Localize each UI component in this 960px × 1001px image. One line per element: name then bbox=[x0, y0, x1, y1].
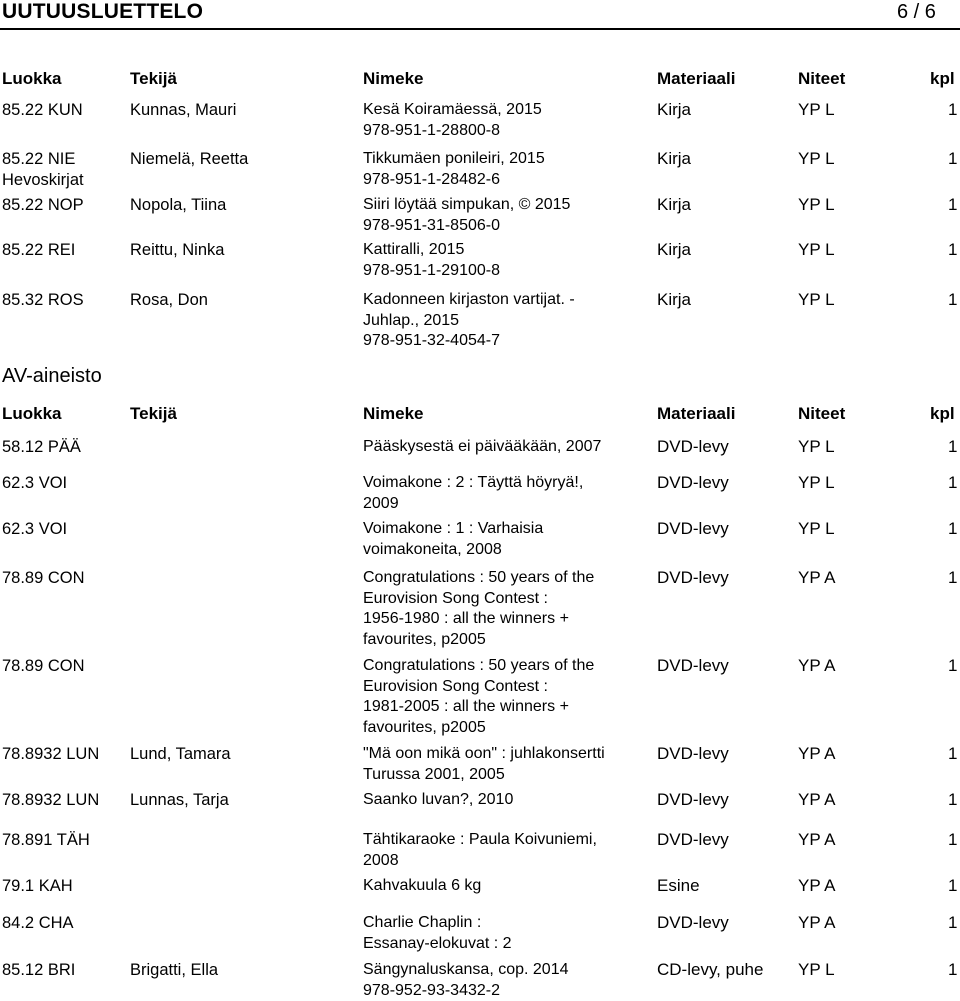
tekija-cell: Brigatti, Ella bbox=[130, 960, 218, 981]
nimeke-line: 2009 bbox=[363, 494, 399, 515]
niteet-cell: YP L bbox=[798, 290, 835, 311]
col-nimeke-header: Nimeke bbox=[363, 404, 423, 424]
nimeke-line: Juhlap., 2015 bbox=[363, 311, 459, 332]
luokka-cell: 62.3 VOI bbox=[2, 519, 67, 540]
col-niteet-header: Niteet bbox=[798, 404, 845, 424]
materiaali-cell: Kirja bbox=[657, 195, 691, 216]
materiaali-cell: Kirja bbox=[657, 149, 691, 170]
col-materiaali-header: Materiaali bbox=[657, 404, 735, 424]
col-luokka-header: Luokka bbox=[2, 404, 62, 424]
niteet-cell: YP L bbox=[798, 100, 835, 121]
nimeke-line: 978-951-31-8506-0 bbox=[363, 216, 500, 237]
luokka-cell: 58.12 PÄÄ bbox=[2, 437, 81, 458]
nimeke-line: 978-951-1-28482-6 bbox=[363, 170, 500, 191]
niteet-cell: YP A bbox=[798, 790, 836, 811]
kpl-cell: 1 bbox=[948, 876, 957, 897]
nimeke-line: Eurovision Song Contest : bbox=[363, 589, 548, 610]
luokka-cell: 85.22 REI bbox=[2, 240, 75, 261]
kpl-cell: 1 bbox=[948, 568, 957, 589]
niteet-cell: YP A bbox=[798, 656, 836, 677]
nimeke-line: 978-952-93-3432-2 bbox=[363, 981, 500, 1001]
materiaali-cell: DVD-levy bbox=[657, 568, 729, 589]
kpl-cell: 1 bbox=[948, 744, 957, 765]
nimeke-line: Charlie Chaplin : bbox=[363, 913, 481, 934]
kpl-cell: 1 bbox=[948, 830, 957, 851]
tekija-cell: Reittu, Ninka bbox=[130, 240, 224, 261]
nimeke-line: Kahvakuula 6 kg bbox=[363, 876, 481, 897]
col-luokka-header: Luokka bbox=[2, 69, 62, 89]
nimeke-line: Voimakone : 2 : Täyttä höyryä!, bbox=[363, 473, 583, 494]
niteet-cell: YP L bbox=[798, 960, 835, 981]
nimeke-line: Kesä Koiramäessä, 2015 bbox=[363, 100, 542, 121]
nimeke-line: Kattiralli, 2015 bbox=[363, 240, 464, 261]
niteet-cell: YP A bbox=[798, 744, 836, 765]
luokka-cell: 85.22 KUN bbox=[2, 100, 83, 121]
luokka-cell: 85.12 BRI bbox=[2, 960, 75, 981]
kpl-cell: 1 bbox=[948, 290, 957, 311]
materiaali-cell: DVD-levy bbox=[657, 656, 729, 677]
nimeke-line: Tähtikaraoke : Paula Koivuniemi, bbox=[363, 830, 597, 851]
materiaali-cell: DVD-levy bbox=[657, 744, 729, 765]
nimeke-line: 2008 bbox=[363, 851, 399, 872]
col-niteet-header: Niteet bbox=[798, 69, 845, 89]
tekija-cell: Nopola, Tiina bbox=[130, 195, 226, 216]
nimeke-line: favourites, p2005 bbox=[363, 630, 486, 651]
niteet-cell: YP L bbox=[798, 240, 835, 261]
nimeke-line: favourites, p2005 bbox=[363, 718, 486, 739]
materiaali-cell: Kirja bbox=[657, 240, 691, 261]
luokka-cell: 85.22 NOP bbox=[2, 195, 84, 216]
nimeke-line: Siiri löytää simpukan, © 2015 bbox=[363, 195, 570, 216]
kpl-cell: 1 bbox=[948, 473, 957, 494]
kpl-cell: 1 bbox=[948, 100, 957, 121]
section-title-av: AV-aineisto bbox=[2, 365, 102, 388]
nimeke-line: "Mä oon mikä oon" : juhlakonsertti bbox=[363, 744, 605, 765]
niteet-cell: YP L bbox=[798, 149, 835, 170]
tekija-cell: Niemelä, Reetta bbox=[130, 149, 248, 170]
nimeke-line: 1981-2005 : all the winners + bbox=[363, 697, 569, 718]
materiaali-cell: DVD-levy bbox=[657, 519, 729, 540]
niteet-cell: YP A bbox=[798, 913, 836, 934]
col-kpl-header: kpl bbox=[930, 404, 955, 424]
nimeke-line: Turussa 2001, 2005 bbox=[363, 765, 505, 786]
luokka-cell: 78.891 TÄH bbox=[2, 830, 90, 851]
nimeke-line: Kadonneen kirjaston vartijat. - bbox=[363, 290, 575, 311]
luokka-cell: 62.3 VOI bbox=[2, 473, 67, 494]
tekija-cell: Lunnas, Tarja bbox=[130, 790, 229, 811]
kpl-cell: 1 bbox=[948, 195, 957, 216]
luokka-cell: 79.1 KAH bbox=[2, 876, 73, 897]
nimeke-line: Essanay-elokuvat : 2 bbox=[363, 934, 512, 955]
tekija-cell: Rosa, Don bbox=[130, 290, 208, 311]
nimeke-line: 1956-1980 : all the winners + bbox=[363, 609, 569, 630]
materiaali-cell: DVD-levy bbox=[657, 473, 729, 494]
materiaali-cell: DVD-levy bbox=[657, 437, 729, 458]
luokka-cell: Hevoskirjat bbox=[2, 170, 84, 191]
kpl-cell: 1 bbox=[948, 656, 957, 677]
kpl-cell: 1 bbox=[948, 240, 957, 261]
materiaali-cell: Esine bbox=[657, 876, 700, 897]
title-rule bbox=[0, 28, 960, 30]
luokka-cell: 78.89 CON bbox=[2, 568, 85, 589]
nimeke-line: Sängynaluskansa, cop. 2014 bbox=[363, 960, 568, 981]
tekija-cell: Lund, Tamara bbox=[130, 744, 231, 765]
kpl-cell: 1 bbox=[948, 149, 957, 170]
niteet-cell: YP L bbox=[798, 519, 835, 540]
tekija-cell: Kunnas, Mauri bbox=[130, 100, 236, 121]
nimeke-line: Tikkumäen ponileiri, 2015 bbox=[363, 149, 545, 170]
luokka-cell: 78.8932 LUN bbox=[2, 744, 99, 765]
kpl-cell: 1 bbox=[948, 913, 957, 934]
nimeke-line: Eurovision Song Contest : bbox=[363, 677, 548, 698]
nimeke-line: Congratulations : 50 years of the bbox=[363, 568, 594, 589]
materiaali-cell: DVD-levy bbox=[657, 790, 729, 811]
materiaali-cell: DVD-levy bbox=[657, 830, 729, 851]
page-title: UUTUUSLUETTELO bbox=[2, 0, 203, 24]
kpl-cell: 1 bbox=[948, 519, 957, 540]
luokka-cell: 85.32 ROS bbox=[2, 290, 84, 311]
niteet-cell: YP L bbox=[798, 437, 835, 458]
nimeke-line: Voimakone : 1 : Varhaisia bbox=[363, 519, 543, 540]
page-number: 6 / 6 bbox=[897, 1, 936, 24]
kpl-cell: 1 bbox=[948, 437, 957, 458]
col-nimeke-header: Nimeke bbox=[363, 69, 423, 89]
col-materiaali-header: Materiaali bbox=[657, 69, 735, 89]
luokka-cell: 84.2 CHA bbox=[2, 913, 74, 934]
materiaali-cell: Kirja bbox=[657, 290, 691, 311]
kpl-cell: 1 bbox=[948, 790, 957, 811]
nimeke-line: Pääskysestä ei päivääkään, 2007 bbox=[363, 437, 601, 458]
niteet-cell: YP A bbox=[798, 830, 836, 851]
col-tekija-header: Tekijä bbox=[130, 404, 177, 424]
luokka-cell: 78.8932 LUN bbox=[2, 790, 99, 811]
materiaali-cell: Kirja bbox=[657, 100, 691, 121]
nimeke-line: voimakoneita, 2008 bbox=[363, 540, 502, 561]
nimeke-line: Congratulations : 50 years of the bbox=[363, 656, 594, 677]
col-tekija-header: Tekijä bbox=[130, 69, 177, 89]
kpl-cell: 1 bbox=[948, 960, 957, 981]
luokka-cell: 85.22 NIE bbox=[2, 149, 75, 170]
nimeke-line: Saanko luvan?, 2010 bbox=[363, 790, 513, 811]
niteet-cell: YP L bbox=[798, 195, 835, 216]
col-kpl-header: kpl bbox=[930, 69, 955, 89]
nimeke-line: 978-951-32-4054-7 bbox=[363, 331, 500, 352]
materiaali-cell: DVD-levy bbox=[657, 913, 729, 934]
nimeke-line: 978-951-1-29100-8 bbox=[363, 261, 500, 282]
niteet-cell: YP A bbox=[798, 876, 836, 897]
nimeke-line: 978-951-1-28800-8 bbox=[363, 121, 500, 142]
niteet-cell: YP A bbox=[798, 568, 836, 589]
luokka-cell: 78.89 CON bbox=[2, 656, 85, 677]
materiaali-cell: CD-levy, puhe bbox=[657, 960, 763, 981]
niteet-cell: YP L bbox=[798, 473, 835, 494]
